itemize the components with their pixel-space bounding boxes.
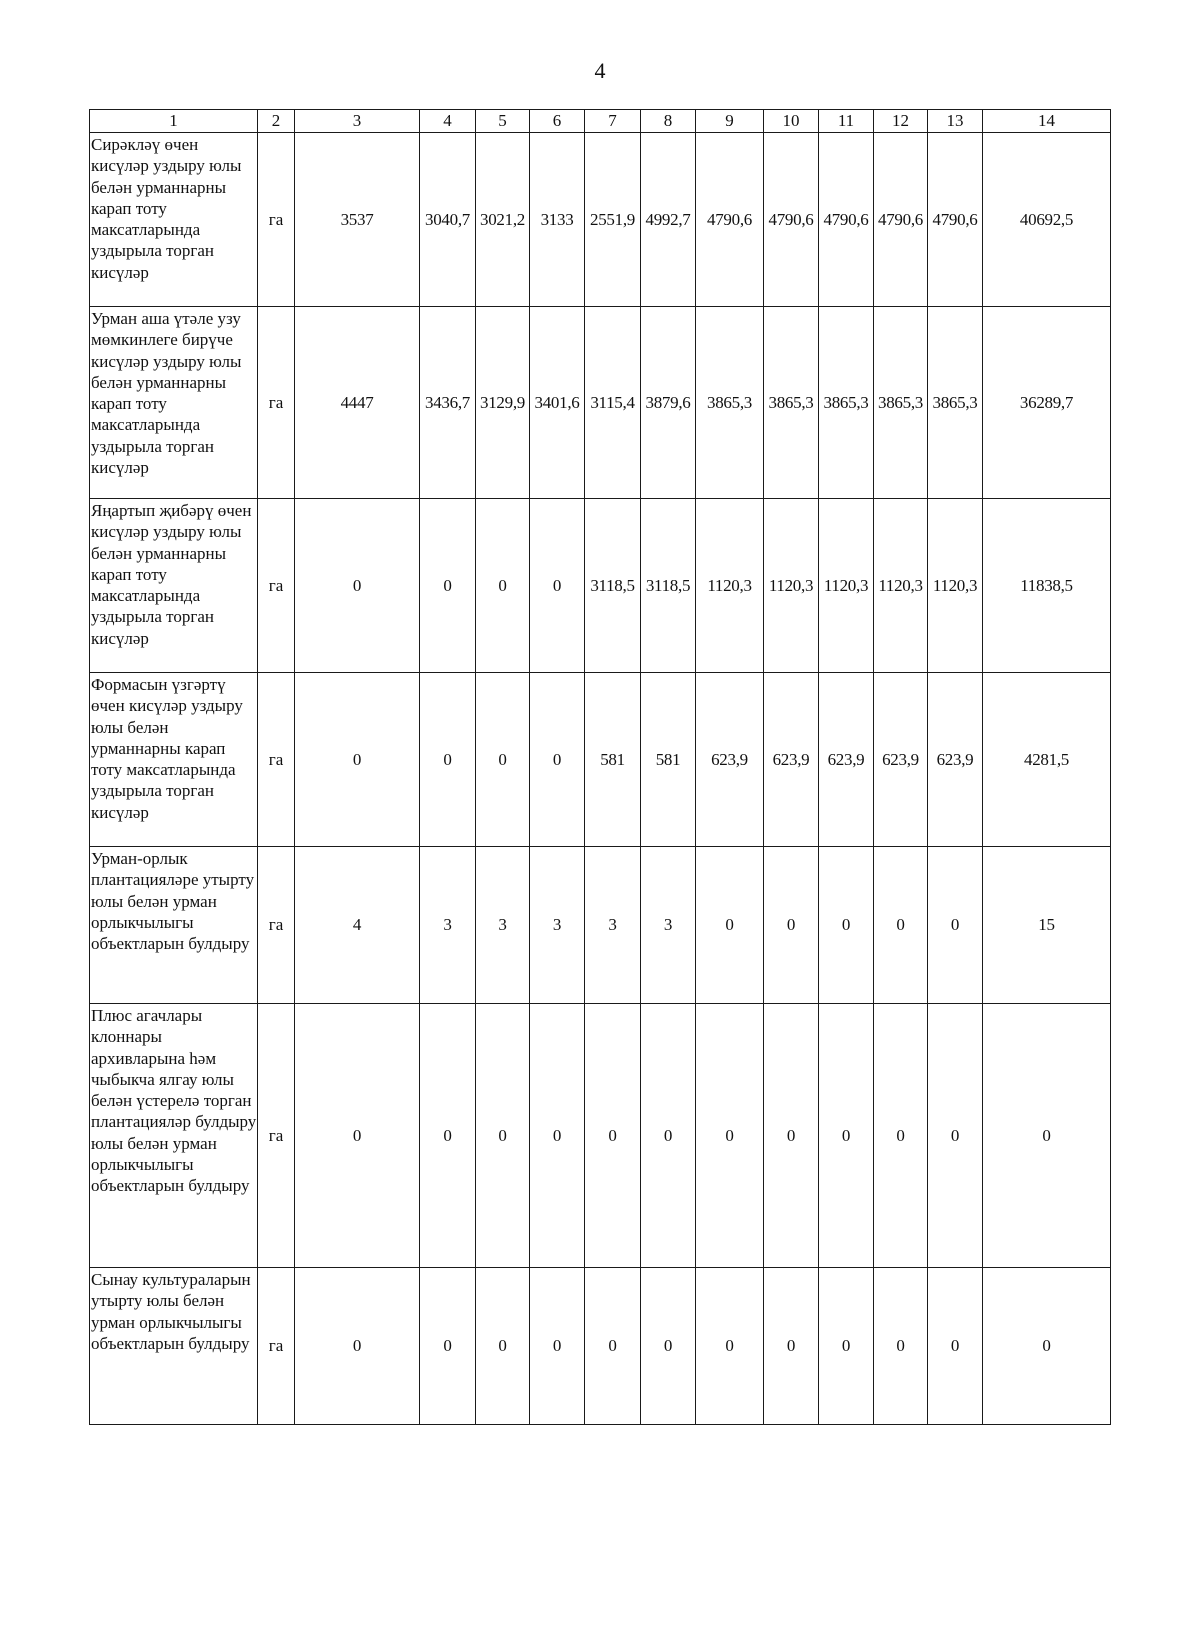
value-cell: 0 — [819, 1004, 874, 1268]
total-cell: 0 — [983, 1004, 1111, 1268]
row-description: Сынау культураларын утырту юлы белән урман орлыкчылыгы объектларын булдыру — [90, 1268, 258, 1425]
value-cell: 1120,3 — [819, 499, 874, 673]
value-cell: 3 — [476, 847, 530, 1004]
total-cell: 40692,5 — [983, 133, 1111, 307]
table-row — [90, 1268, 1111, 1425]
value-cell: 0 — [295, 499, 420, 673]
value-cell: 0 — [530, 673, 585, 847]
value-cell: 4790,6 — [874, 133, 928, 307]
value-cell: 0 — [819, 847, 874, 1004]
value-cell: 623,9 — [764, 673, 819, 847]
column-header: 5 — [476, 110, 530, 133]
value-cell: 3118,5 — [585, 499, 641, 673]
value-cell: 0 — [585, 1004, 641, 1268]
table-row — [90, 1004, 1111, 1268]
row-description: Сирәкләү өчен кисүләр уздыру юлы белән урманнарны карап тоту максатларында уздырыла торган кисүләр — [90, 133, 258, 307]
column-header: 13 — [928, 110, 983, 133]
total-cell: 0 — [983, 1268, 1111, 1425]
value-cell: 0 — [641, 1004, 696, 1268]
column-header: 3 — [295, 110, 420, 133]
value-cell: 0 — [295, 1004, 420, 1268]
column-header: 11 — [819, 110, 874, 133]
value-cell: 3865,3 — [764, 307, 819, 499]
row-unit: га — [258, 307, 295, 499]
value-cell: 1120,3 — [928, 499, 983, 673]
table-row — [90, 133, 1111, 307]
value-cell: 3 — [641, 847, 696, 1004]
value-cell: 4790,6 — [764, 133, 819, 307]
value-cell: 3133 — [530, 133, 585, 307]
value-cell: 0 — [295, 673, 420, 847]
data-table — [89, 109, 1111, 1425]
value-cell: 623,9 — [928, 673, 983, 847]
value-cell: 0 — [530, 1268, 585, 1425]
row-description: Урман аша үтәле узу мөмкинлеге бирүче кисүләр уздыру юлы белән урманнарны карап тоту максатларында уздырыла торган кисүләр — [90, 307, 258, 499]
value-cell: 0 — [874, 847, 928, 1004]
row-unit: га — [258, 673, 295, 847]
value-cell: 0 — [928, 847, 983, 1004]
column-header: 2 — [258, 110, 295, 133]
value-cell: 1120,3 — [874, 499, 928, 673]
value-cell: 3129,9 — [476, 307, 530, 499]
page-number: 4 — [594, 58, 606, 83]
value-cell: 4447 — [295, 307, 420, 499]
value-cell: 0 — [928, 1268, 983, 1425]
value-cell: 3118,5 — [641, 499, 696, 673]
row-unit: га — [258, 133, 295, 307]
value-cell: 4790,6 — [819, 133, 874, 307]
value-cell: 0 — [420, 673, 476, 847]
total-cell: 15 — [983, 847, 1111, 1004]
total-cell: 4281,5 — [983, 673, 1111, 847]
value-cell: 3865,3 — [696, 307, 764, 499]
value-cell: 1120,3 — [764, 499, 819, 673]
value-cell: 0 — [764, 847, 819, 1004]
value-cell: 3436,7 — [420, 307, 476, 499]
row-unit: га — [258, 847, 295, 1004]
value-cell: 3115,4 — [585, 307, 641, 499]
value-cell: 3 — [585, 847, 641, 1004]
value-cell: 0 — [530, 499, 585, 673]
value-cell: 0 — [928, 1004, 983, 1268]
value-cell: 0 — [874, 1268, 928, 1425]
value-cell: 0 — [874, 1004, 928, 1268]
value-cell: 3 — [530, 847, 585, 1004]
value-cell: 581 — [585, 673, 641, 847]
value-cell: 3040,7 — [420, 133, 476, 307]
table-row — [90, 499, 1111, 673]
total-cell: 11838,5 — [983, 499, 1111, 673]
column-header: 9 — [696, 110, 764, 133]
row-description: Урман-орлык плантацияләре утырту юлы белән урман орлыкчылыгы объектларын булдыру — [90, 847, 258, 1004]
value-cell: 0 — [819, 1268, 874, 1425]
row-unit: га — [258, 1004, 295, 1268]
value-cell: 3865,3 — [928, 307, 983, 499]
value-cell: 581 — [641, 673, 696, 847]
value-cell: 0 — [696, 1004, 764, 1268]
column-header: 1 — [90, 110, 258, 133]
column-header: 10 — [764, 110, 819, 133]
value-cell: 0 — [641, 1268, 696, 1425]
value-cell: 623,9 — [819, 673, 874, 847]
value-cell: 2551,9 — [585, 133, 641, 307]
value-cell: 4 — [295, 847, 420, 1004]
column-header: 6 — [530, 110, 585, 133]
column-header: 8 — [641, 110, 696, 133]
value-cell: 623,9 — [874, 673, 928, 847]
row-description: Плюс агачлары клоннары архивларына һәм чыбыкча ялгау юлы белән үстерелә торган плантацияләр булдыру юлы белән урман орлыкчылыгы объектларын булдыру — [90, 1004, 258, 1268]
row-unit: га — [258, 499, 295, 673]
value-cell: 0 — [476, 499, 530, 673]
value-cell: 4790,6 — [696, 133, 764, 307]
value-cell: 3879,6 — [641, 307, 696, 499]
value-cell: 0 — [696, 847, 764, 1004]
value-cell: 3865,3 — [874, 307, 928, 499]
row-description: Формасын үзгәртү өчен кисүләр уздыру юлы белән урманнарны карап тоту максатларында уздырыла торган кисүләр — [90, 673, 258, 847]
value-cell: 0 — [696, 1268, 764, 1425]
table-row — [90, 847, 1111, 1004]
column-header: 12 — [874, 110, 928, 133]
value-cell: 4992,7 — [641, 133, 696, 307]
total-cell: 36289,7 — [983, 307, 1111, 499]
value-cell: 4790,6 — [928, 133, 983, 307]
value-cell: 3865,3 — [819, 307, 874, 499]
value-cell: 0 — [420, 1268, 476, 1425]
value-cell: 0 — [476, 673, 530, 847]
value-cell: 0 — [295, 1268, 420, 1425]
value-cell: 0 — [476, 1268, 530, 1425]
column-header: 14 — [983, 110, 1111, 133]
column-header: 4 — [420, 110, 476, 133]
value-cell: 3 — [420, 847, 476, 1004]
value-cell: 0 — [764, 1268, 819, 1425]
table-row — [90, 307, 1111, 499]
value-cell: 3537 — [295, 133, 420, 307]
value-cell: 3021,2 — [476, 133, 530, 307]
value-cell: 0 — [530, 1004, 585, 1268]
column-header: 7 — [585, 110, 641, 133]
table-row — [90, 673, 1111, 847]
value-cell: 0 — [585, 1268, 641, 1425]
header-row — [90, 110, 1111, 133]
value-cell: 3401,6 — [530, 307, 585, 499]
value-cell: 0 — [476, 1004, 530, 1268]
value-cell: 623,9 — [696, 673, 764, 847]
row-description: Яңартып җибәрү өчен кисүләр уздыру юлы белән урманнарны карап тоту максатларында уздырыла торган кисүләр — [90, 499, 258, 673]
value-cell: 0 — [420, 499, 476, 673]
value-cell: 1120,3 — [696, 499, 764, 673]
value-cell: 0 — [764, 1004, 819, 1268]
value-cell: 0 — [420, 1004, 476, 1268]
row-unit: га — [258, 1268, 295, 1425]
